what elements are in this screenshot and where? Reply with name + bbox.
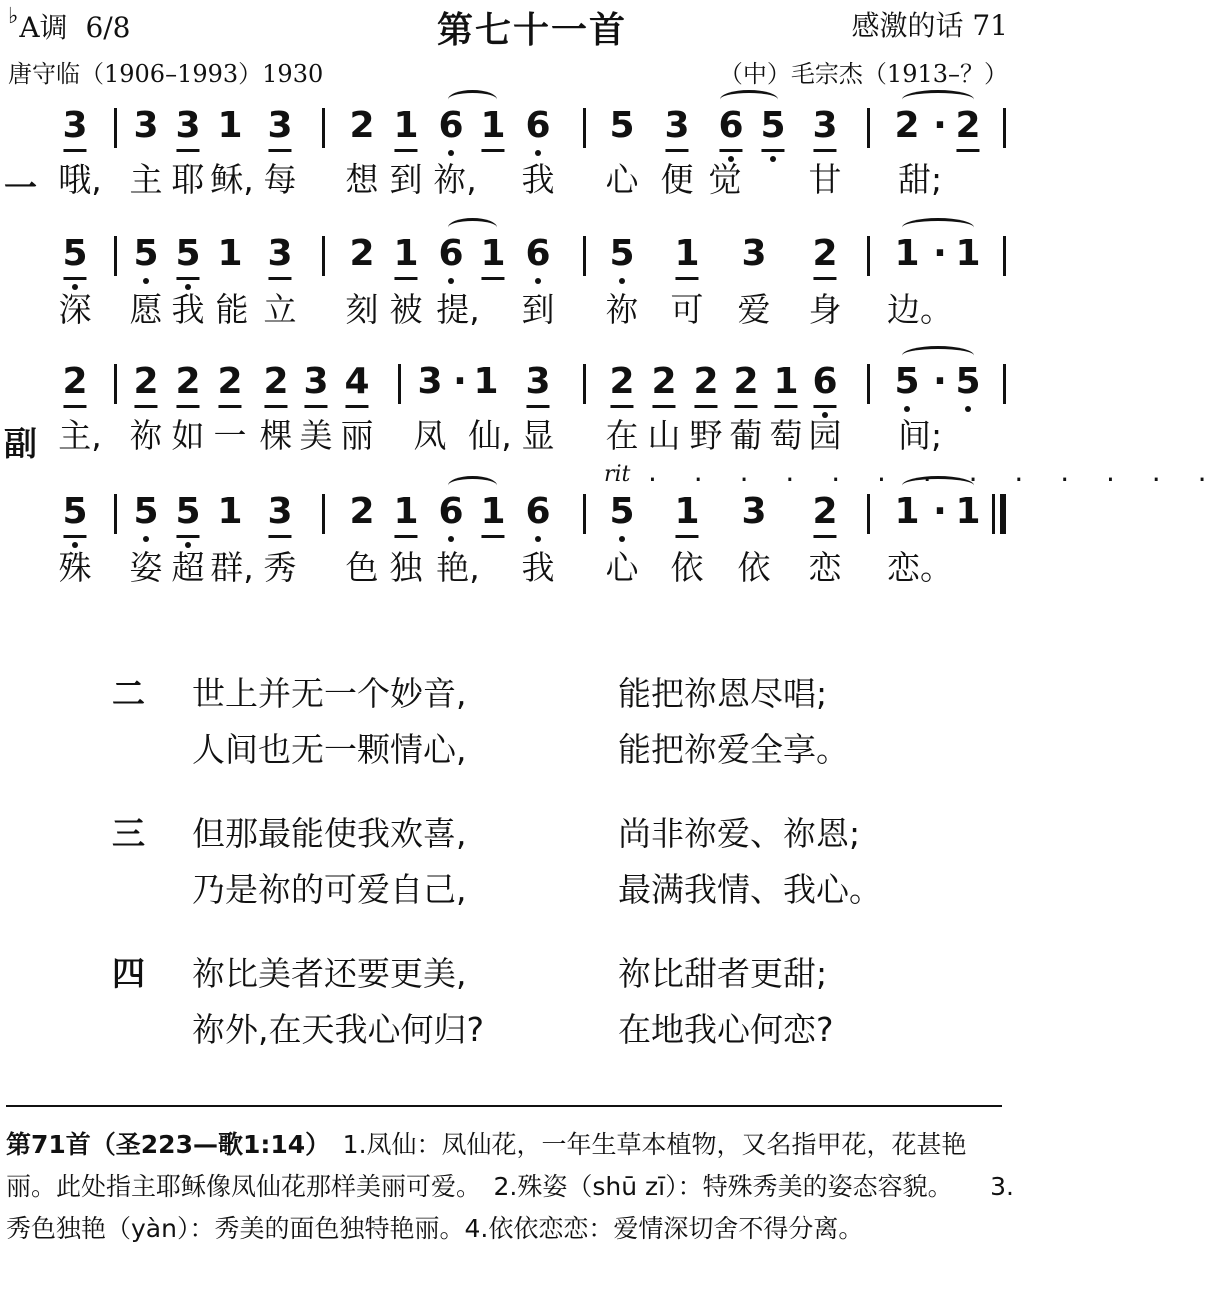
note: 1 <box>894 233 920 274</box>
bar-line <box>1003 236 1006 276</box>
note: 2 <box>349 105 375 146</box>
bar-line <box>322 108 325 148</box>
verse-label: 副 <box>4 424 37 463</box>
notation-row <box>0 232 1064 292</box>
note: 1 <box>217 105 243 146</box>
verse-line: 尚非祢爱、祢恩; <box>618 814 861 853</box>
note: 2 <box>349 491 375 532</box>
note: 5 <box>133 491 159 532</box>
ritardando-dots: . . . . . . . . . . . . . <box>648 455 1221 488</box>
lyric-syllable: 姿 <box>129 548 163 587</box>
bar-line <box>583 494 586 534</box>
note: 2 <box>349 233 375 274</box>
note: 1 <box>393 491 419 532</box>
final-bar-line-thin <box>992 494 995 534</box>
bar-line <box>114 108 117 148</box>
note: 2 <box>955 105 981 146</box>
note: 3 <box>267 491 293 532</box>
lyric-syllable: 刻 <box>345 290 379 329</box>
note: 1 <box>480 105 506 146</box>
low-octave-dot <box>535 536 541 542</box>
note: 5 <box>760 105 786 146</box>
verse-line: 祢比甜者更甜; <box>618 954 828 993</box>
dotted-note-dot: · <box>933 361 947 402</box>
low-octave-dot <box>448 536 454 542</box>
lyric-syllable: 恋。 <box>887 548 953 587</box>
lyric-syllable: 超 <box>171 548 205 587</box>
lyric-syllable: 野 <box>689 416 723 455</box>
bar-line <box>1003 364 1006 404</box>
low-octave-dot <box>965 406 971 412</box>
note: 3 <box>267 233 293 274</box>
lyric-syllable: 一 <box>213 416 247 455</box>
final-bar-line-thick <box>1000 494 1006 534</box>
composer-credit: （中）毛宗杰（1913–？） <box>718 60 1008 88</box>
lyric-syllable: 深 <box>58 290 92 329</box>
bar-line <box>322 494 325 534</box>
dotted-note-dot: · <box>453 361 467 402</box>
note: 5 <box>955 361 981 402</box>
notation-row <box>0 360 1064 420</box>
low-octave-dot <box>448 150 454 156</box>
bar-line <box>583 236 586 276</box>
note: 6 <box>438 105 464 146</box>
note: 2 <box>651 361 677 402</box>
bar-line <box>583 108 586 148</box>
verse-line: 能把祢爱全享。 <box>618 730 849 769</box>
note: 1 <box>473 361 499 402</box>
note: 6 <box>438 491 464 532</box>
note: 3 <box>812 105 838 146</box>
lyric-syllable: 在 <box>605 416 639 455</box>
footnote-heading: 第71首（圣223—歌1:14） <box>6 1130 318 1159</box>
bar-line <box>583 364 586 404</box>
verse-line: 最满我情、我心。 <box>618 870 882 909</box>
verse-line: 能把祢恩尽唱; <box>618 674 828 713</box>
lyric-syllable: 我 <box>521 548 555 587</box>
lyric-syllable: 可 <box>670 290 704 329</box>
lyric-syllable: 显 <box>521 416 555 455</box>
lyric-syllable: 主, <box>58 416 102 455</box>
lyric-syllable: 愿 <box>129 290 163 329</box>
note: 5 <box>609 105 635 146</box>
slur <box>448 476 497 495</box>
bar-line <box>867 364 870 404</box>
note: 6 <box>438 233 464 274</box>
lyric-syllable: 园 <box>808 416 842 455</box>
slur <box>720 90 778 109</box>
lyric-syllable: 甘 <box>808 160 842 199</box>
lyric-syllable: 哦, <box>58 160 102 199</box>
lyric-syllable: 如 <box>171 416 205 455</box>
bar-line <box>867 236 870 276</box>
low-octave-dot <box>143 278 149 284</box>
note: 2 <box>894 105 920 146</box>
note: 2 <box>217 361 243 402</box>
lyric-syllable: 主 <box>129 160 163 199</box>
lyric-syllable: 色 <box>345 548 379 587</box>
ritardando-marking: rit <box>604 462 631 487</box>
dotted-note-dot: · <box>933 233 947 274</box>
footnote-divider <box>6 1105 1002 1107</box>
lyricist-credit: 唐守临（1906–1993）1930 <box>8 60 324 88</box>
lyric-syllable: 心 <box>605 160 639 199</box>
verse-number: 三 <box>112 814 145 853</box>
low-octave-dot <box>143 536 149 542</box>
lyric-syllable: 依 <box>670 548 704 587</box>
bar-line <box>867 108 870 148</box>
lyric-syllable: 殊 <box>58 548 92 587</box>
low-octave-dot <box>535 278 541 284</box>
verse-line: 在地我心何恋? <box>618 1010 834 1049</box>
note: 2 <box>175 361 201 402</box>
lyric-syllable: 萄 <box>769 416 803 455</box>
verse-line: 但那最能使我欢喜, <box>192 814 467 853</box>
note: 3 <box>303 361 329 402</box>
note: 1 <box>393 105 419 146</box>
low-octave-dot <box>619 278 625 284</box>
note: 6 <box>812 361 838 402</box>
time-signature: 6/8 <box>85 11 131 44</box>
note: 3 <box>741 233 767 274</box>
lyric-syllable: 心 <box>605 548 639 587</box>
note: 3 <box>664 105 690 146</box>
verse-number: 二 <box>112 674 145 713</box>
lyric-syllable: 祢, <box>433 160 477 199</box>
note: 3 <box>175 105 201 146</box>
lyric-syllable: 美 <box>299 416 333 455</box>
lyric-syllable: 依 <box>737 548 771 587</box>
note: 1 <box>480 491 506 532</box>
note: 2 <box>62 361 88 402</box>
note: 3 <box>62 105 88 146</box>
lyric-syllable: 立 <box>263 290 297 329</box>
note: 2 <box>133 361 159 402</box>
bar-line <box>398 364 401 404</box>
lyric-syllable: 被 <box>389 290 423 329</box>
lyric-syllable: 觉 <box>708 160 742 199</box>
key-signature: ♭A调 6/8 <box>8 4 131 44</box>
note: 6 <box>525 233 551 274</box>
lyric-syllable: 秀 <box>263 548 297 587</box>
lyric-syllable: 恋 <box>808 548 842 587</box>
lyric-syllable: 祢 <box>129 416 163 455</box>
lyric-syllable: 到 <box>521 290 555 329</box>
lyric-syllable: 丽 <box>340 416 374 455</box>
lyric-syllable: 便 <box>660 160 694 199</box>
lyric-syllable: 甜; <box>897 160 943 199</box>
low-octave-dot <box>535 150 541 156</box>
slur <box>902 218 974 237</box>
note: 5 <box>62 491 88 532</box>
note: 2 <box>693 361 719 402</box>
footnote-text: 1.凤仙：凤仙花，一年生草本植物，又名指甲花，花甚艳丽。此处指主耶稣像凤仙花那样美丽可爱。 2.殊姿（shū zī）：特殊秀美的姿态容貌。 3.秀色独艳（yàn）：秀美的面色独特艳丽。4.依依恋恋：爱情深切舍不得分离。 <box>6 1130 1014 1243</box>
dotted-note-dot: · <box>933 105 947 146</box>
lyric-syllable: 山 <box>647 416 681 455</box>
note: 3 <box>267 105 293 146</box>
verse-number: 四 <box>112 954 145 993</box>
bar-line <box>114 364 117 404</box>
lyric-syllable: 能 <box>215 290 249 329</box>
hymn-title: 第七十一首 <box>436 10 627 51</box>
bar-line <box>114 236 117 276</box>
verse-line: 祢比美者还要更美, <box>192 954 467 993</box>
lyric-syllable: 提, <box>436 290 480 329</box>
note: 1 <box>674 491 700 532</box>
note: 3 <box>741 491 767 532</box>
verse-label: 一 <box>4 168 37 207</box>
notation-row <box>0 104 1064 164</box>
lyric-syllable: 棵 <box>259 416 293 455</box>
note: 2 <box>263 361 289 402</box>
lyric-syllable: 祢 <box>605 290 639 329</box>
note: 1 <box>480 233 506 274</box>
verse-line: 人间也无一颗情心, <box>192 730 467 769</box>
note: 5 <box>609 491 635 532</box>
lyric-syllable: 群, <box>210 548 254 587</box>
note: 3 <box>417 361 443 402</box>
lyric-syllable: 耶 <box>171 160 205 199</box>
note: 1 <box>955 491 981 532</box>
lyric-syllable: 间; <box>897 416 943 455</box>
note: 5 <box>609 233 635 274</box>
footnotes <box>6 1124 1016 1250</box>
verse-line: 乃是祢的可爱自己, <box>192 870 467 909</box>
bar-line <box>114 494 117 534</box>
lyric-syllable: 到 <box>389 160 423 199</box>
lyric-syllable: 艳, <box>436 548 480 587</box>
note: 1 <box>217 491 243 532</box>
verse-line: 祢外,在天我心何归? <box>192 1010 485 1049</box>
bar-line <box>322 236 325 276</box>
bar-line <box>867 494 870 534</box>
note: 5 <box>894 361 920 402</box>
verse-line: 世上并无一个妙音, <box>192 674 467 713</box>
lyric-syllable: 仙, <box>468 416 512 455</box>
lyric-syllable: 每 <box>263 160 297 199</box>
lyric-syllable: 想 <box>345 160 379 199</box>
bar-line <box>1003 108 1006 148</box>
note: 2 <box>733 361 759 402</box>
note: 2 <box>609 361 635 402</box>
note: 5 <box>175 491 201 532</box>
lyric-syllable: 葡 <box>729 416 763 455</box>
low-octave-dot <box>770 156 776 162</box>
note: 6 <box>525 105 551 146</box>
note: 6 <box>718 105 744 146</box>
note: 1 <box>894 491 920 532</box>
note: 2 <box>812 491 838 532</box>
lyric-syllable: 独 <box>389 548 423 587</box>
note: 4 <box>344 361 370 402</box>
note: 1 <box>773 361 799 402</box>
slur <box>902 90 974 109</box>
note: 1 <box>217 233 243 274</box>
note: 1 <box>393 233 419 274</box>
lyric-syllable: 凤 <box>413 416 447 455</box>
lyric-syllable: 爱 <box>737 290 771 329</box>
slur <box>448 218 497 237</box>
lyric-syllable: 身 <box>808 290 842 329</box>
note: 5 <box>62 233 88 274</box>
lyric-syllable: 我 <box>521 160 555 199</box>
note: 1 <box>674 233 700 274</box>
note: 1 <box>955 233 981 274</box>
low-octave-dot <box>619 536 625 542</box>
note: 5 <box>175 233 201 274</box>
dotted-note-dot: · <box>933 491 947 532</box>
lyric-syllable: 边。 <box>887 290 953 329</box>
note: 3 <box>525 361 551 402</box>
notation-row <box>0 490 1064 550</box>
low-octave-dot <box>904 406 910 412</box>
note: 2 <box>812 233 838 274</box>
low-octave-dot <box>448 278 454 284</box>
source-reference: 感激的话 71 <box>851 9 1008 42</box>
slur <box>902 346 974 365</box>
note: 3 <box>133 105 159 146</box>
lyric-syllable: 我 <box>171 290 205 329</box>
slur <box>448 90 497 109</box>
note: 6 <box>525 491 551 532</box>
lyric-syllable: 稣, <box>210 160 254 199</box>
note: 5 <box>133 233 159 274</box>
